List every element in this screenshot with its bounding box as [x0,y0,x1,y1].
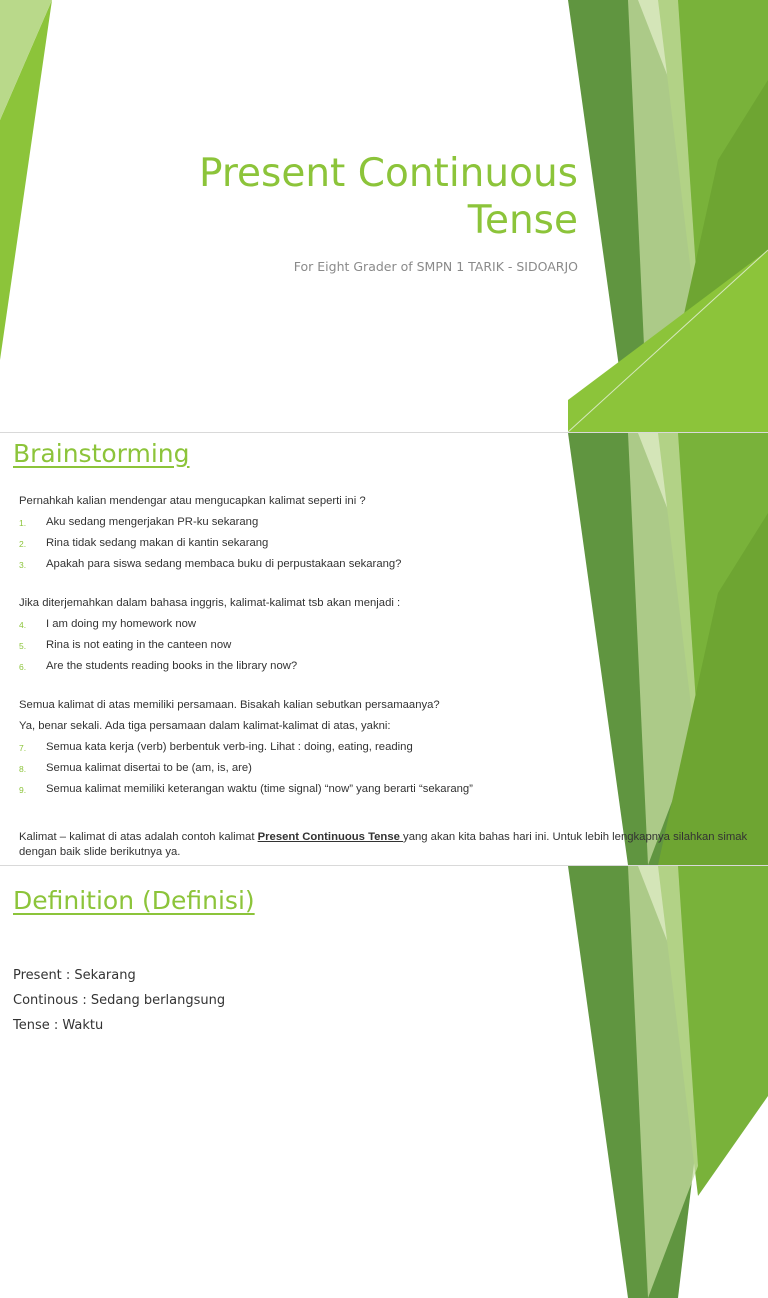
definition-body [13,966,613,1041]
numbered-list-indonesian [19,515,759,578]
closing-paragraph [19,830,759,860]
list-number: 1. [19,518,27,528]
definition-line: Tense : Waktu [13,1018,104,1033]
list-item-text: Semua kalimat memiliki keterangan waktu (time signal) “now” yang berarti “sekarang” [46,783,473,795]
list-number: 8. [19,764,27,774]
list-item [19,782,759,803]
list-item [19,638,759,659]
list-number: 4. [19,620,27,630]
title-line-2: Tense [467,198,578,243]
translate-intro: Jika diterjemahkan dalam bahasa inggris, kalimat-kalimat tsb akan menjadi : [19,597,401,609]
list-item [19,557,759,578]
closing-bold-term: Present Continuous Tense [257,831,404,843]
subtitle: For Eight Grader of SMPN 1 TARIK - SIDOARJO [293,259,578,274]
list-item-text: Rina tidak sedang makan di kantin sekarang [46,537,269,549]
answer-text: Ya, benar sekali. Ada tiga persamaan dalam kalimat-kalimat di atas, yakni: [19,720,391,732]
slide-definition [0,866,768,1033]
question-text: Semua kalimat di atas memiliki persamaan. Bisakah kalian sebutkan persamaanya? [19,699,440,711]
right-green-decoration [568,866,768,1298]
list-item-text: Are the students reading books in the library now? [46,660,298,672]
list-number: 7. [19,743,27,753]
section-heading: Brainstorming [13,439,190,468]
left-green-accent [0,0,60,432]
numbered-list-similarities [19,740,759,803]
list-item [19,659,759,680]
slide-title [0,0,768,432]
list-item-text: I am doing my homework now [46,618,197,630]
list-item [19,761,759,782]
section-heading: Definition (Definisi) [13,886,255,915]
brainstorm-body [19,494,759,803]
closing-post: yang akan kita bahas hari ini. Untuk lebih lengkapnya silahkan simak dengan baik slide berikutnya ya. [19,831,748,858]
list-item-text: Rina is not eating in the canteen now [46,639,232,651]
list-number: 5. [19,641,27,651]
list-number: 9. [19,785,27,795]
list-item-text: Semua kalimat disertai to be (am, is, are) [46,762,252,774]
list-item [19,515,759,536]
title-line-1: Present Continuous [199,151,578,196]
right-green-decoration [568,0,768,432]
list-number: 3. [19,560,27,570]
closing-pre: Kalimat – kalimat di atas adalah contoh kalimat [19,831,258,843]
list-item [19,617,759,638]
list-item [19,536,759,557]
list-item [19,740,759,761]
list-item-text: Aku sedang mengerjakan PR-ku sekarang [46,516,259,528]
list-number: 6. [19,662,27,672]
definition-line: Continous : Sedang berlangsung [13,993,226,1008]
page-title [158,150,578,244]
definition-line: Present : Sekarang [13,968,136,983]
intro-text: Pernahkah kalian mendengar atau mengucapkan kalimat seperti ini ? [19,495,366,507]
list-item-text: Semua kata kerja (verb) berbentuk verb-ing. Lihat : doing, eating, reading [46,741,413,753]
list-number: 2. [19,539,27,549]
slide-brainstorming [0,433,768,865]
numbered-list-english [19,617,759,680]
list-item-text: Apakah para siswa sedang membaca buku di perpustakaan sekarang? [46,558,402,570]
